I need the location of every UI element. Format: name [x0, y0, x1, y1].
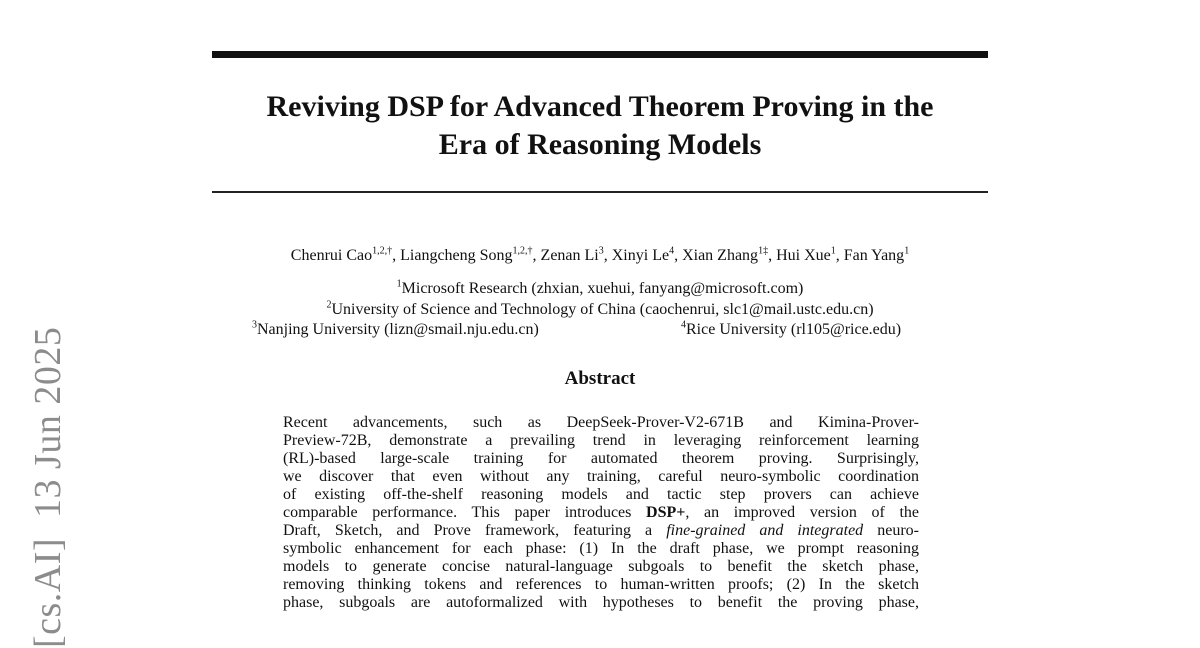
abstract-bold-term: DSP+: [646, 504, 686, 521]
affiliation-2: [212, 300, 988, 320]
abstract-line: [283, 594, 919, 612]
author-list: [150, 246, 1050, 266]
abstract-text: symbolic enhancement for each phase: (1) In the draft phase, we prompt reasoning: [283, 540, 919, 557]
author-name: Hui Xue: [776, 247, 831, 264]
abstract-text: neuro-: [863, 522, 920, 539]
author-affiliation-mark: 3: [598, 245, 604, 257]
title-rule: [212, 191, 988, 193]
author-separator: ,: [674, 247, 683, 264]
abstract-text: models to generate concise natural-language subgoals to benefit the sketch phase,: [283, 558, 919, 575]
abstract-line: [283, 468, 919, 486]
author-affiliation-mark: 1: [904, 245, 910, 257]
author-name: Fan Yang: [843, 247, 905, 264]
abstract-italic-phrase: fine-grained and integrated: [666, 522, 864, 539]
affiliation-3: [252, 320, 539, 340]
title-line-2: Era of Reasoning Models: [438, 128, 762, 161]
author-name: Zenan Li: [540, 247, 599, 264]
title-line-1: Reviving DSP for Advanced Theorem Proving in the: [266, 90, 934, 123]
abstract-text: Draft, Sketch, and Prove framework, featuring a: [283, 522, 667, 539]
abstract-text: Recent advancements, such as DeepSeek-Prover-V2-671B and Kimina-Prover-: [283, 414, 919, 431]
author-affiliation-mark: 1‡: [758, 245, 769, 257]
abstract-text: Preview-72B, demonstrate a prevailing trend in leveraging reinforcement learning: [283, 432, 919, 449]
abstract-body: [283, 414, 919, 612]
author-separator: ,: [532, 247, 541, 264]
abstract-text: (RL)-based large-scale training for automated theorem proving. Surprisingly,: [283, 450, 919, 467]
author-affiliation-mark: 1,2,†: [372, 245, 393, 257]
author-separator: ,: [835, 247, 844, 264]
abstract-line: [283, 432, 919, 450]
abstract-text: we discover that even without any training, careful neuro-symbolic coordination: [283, 468, 919, 485]
author-separator: ,: [603, 247, 612, 264]
abstract-line: [283, 540, 919, 558]
abstract-line: [283, 450, 919, 468]
abstract-line: [283, 576, 919, 594]
abstract-line: [283, 522, 919, 540]
affiliation-mark: 4: [681, 319, 686, 331]
author-name: Xian Zhang: [682, 247, 759, 264]
affiliation-text: Microsoft Research (zhxian, xuehui, fanyang@microsoft.com): [401, 280, 804, 297]
abstract-text: phase, subgoals are autoformalized with hypotheses to benefit the proving phase,: [283, 594, 919, 611]
affiliation-text: Rice University (rl105@rice.edu): [686, 321, 902, 338]
paper-title: [212, 88, 988, 164]
abstract-line: [283, 504, 919, 522]
abstract-line: [283, 558, 919, 576]
affiliation-mark: 1: [396, 278, 402, 290]
author-name: Xinyi Le: [611, 247, 670, 264]
affiliation-text: University of Science and Technology of China (caochenrui, slc1@mail.ustc.edu.cn): [331, 301, 874, 318]
arxiv-stamp: [cs.AI] 13 Jun 2025: [27, 326, 69, 648]
author-name: Liangcheng Song: [400, 247, 513, 264]
affiliation-text: Nanjing University (lizn@smail.nju.edu.cn): [257, 321, 539, 338]
affiliation-1: [212, 279, 988, 299]
author-affiliation-mark: 4: [669, 245, 675, 257]
author-affiliation-mark: 1,2,†: [512, 245, 533, 257]
affiliation-mark: 2: [326, 299, 332, 311]
author-name: Chenrui Cao: [290, 247, 373, 264]
author-separator: ,: [768, 247, 777, 264]
abstract-line: [283, 486, 919, 504]
abstract-text: removing thinking tokens and references to human-written proofs; (2) In the sketch: [283, 576, 919, 593]
abstract-line: [283, 414, 919, 432]
abstract-heading: Abstract: [564, 368, 636, 389]
top-rule: [212, 51, 988, 58]
affiliation-mark: 3: [252, 319, 257, 331]
affiliation-4: [681, 320, 901, 340]
abstract-text: of existing off-the-shelf reasoning models and tactic step provers can achieve: [283, 486, 919, 503]
author-separator: ,: [392, 247, 401, 264]
author-affiliation-mark: 1: [830, 245, 836, 257]
abstract-text: , an improved version of the: [685, 504, 920, 521]
abstract-text: comparable performance. This paper introduces: [283, 504, 647, 521]
